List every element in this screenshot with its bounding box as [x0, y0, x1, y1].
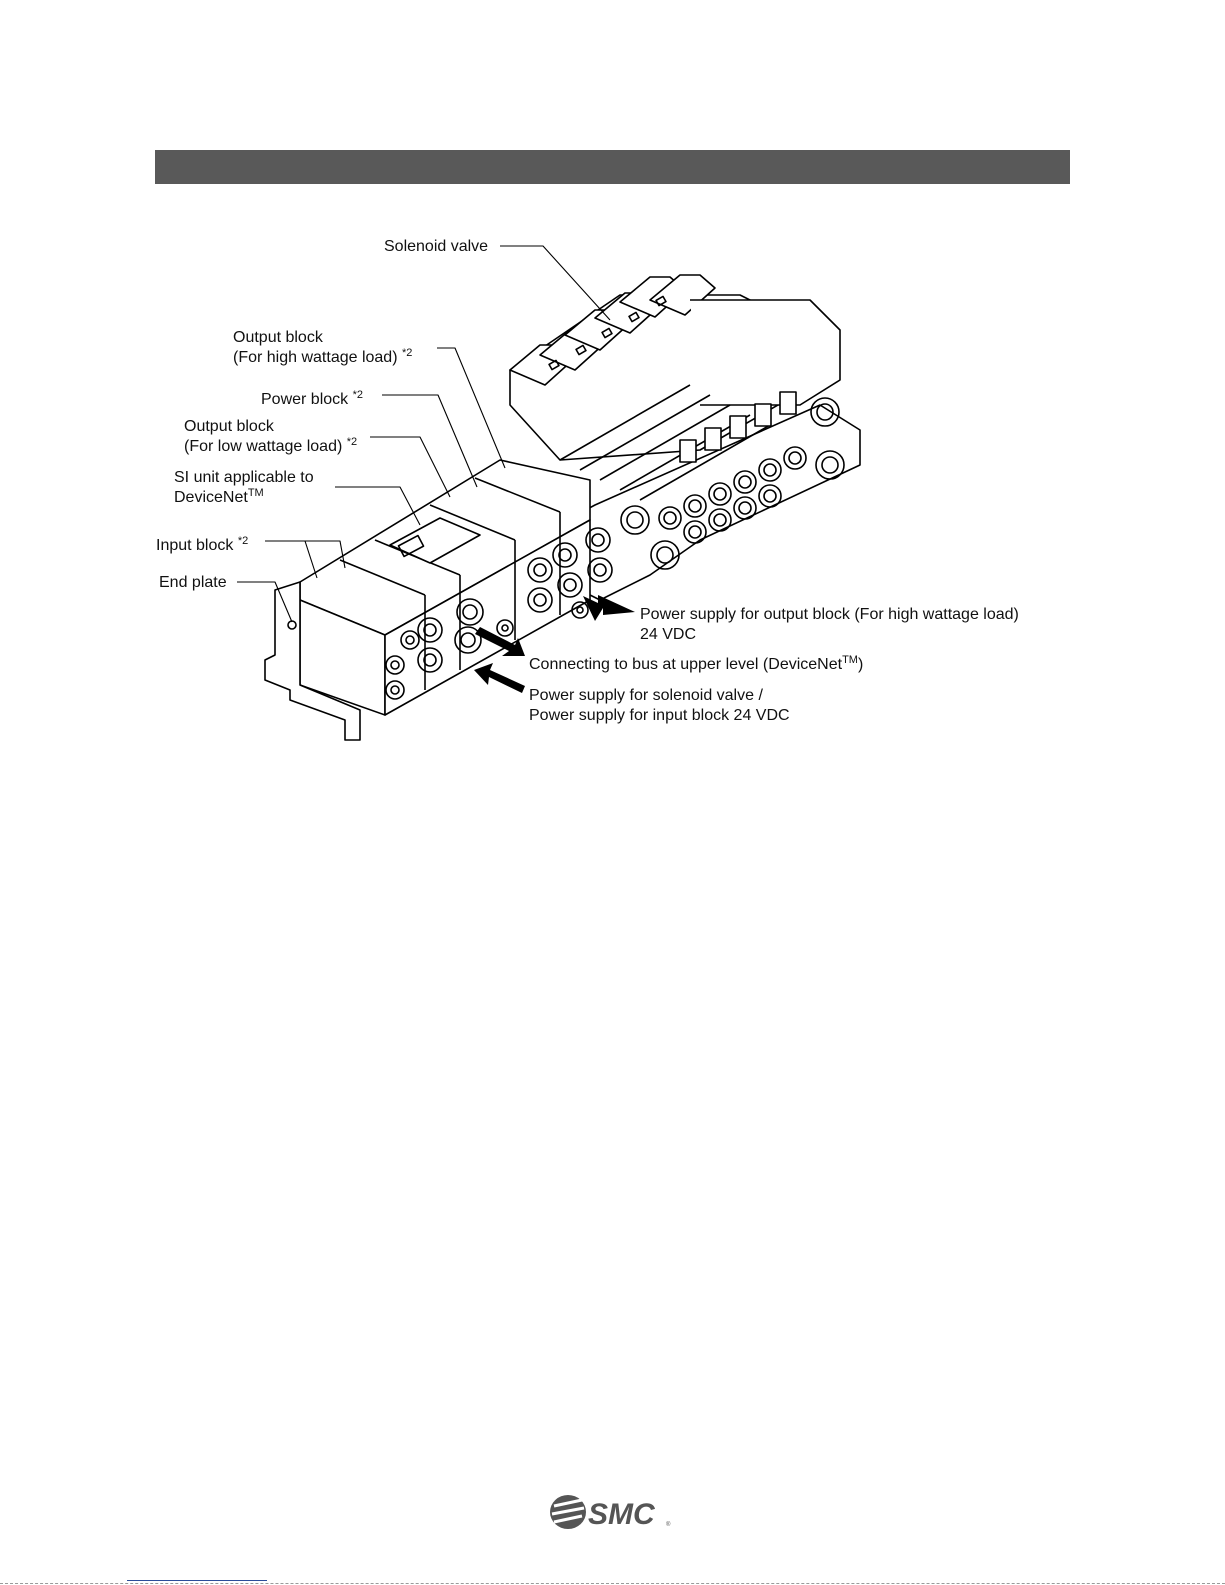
label-power-output-block: Power supply for output block (For high wattage load) 24 VDC	[640, 606, 1019, 643]
svg-text:SMC: SMC	[588, 1498, 655, 1531]
svg-text:®: ®	[666, 1522, 671, 1528]
label-input-block: Input block $^{*2}$	[156, 535, 249, 554]
label-solenoid-valve: Solenoid valve	[384, 238, 489, 255]
footer-link-underline	[127, 1580, 267, 1582]
label-power-block: Power block $^{*2}$	[261, 389, 364, 408]
label-si-unit: SI unit applicable to DeviceNet™	[174, 469, 314, 506]
label-output-block-high: Output block (For high wattage load) $^{*2}$	[233, 329, 413, 366]
page-bottom-dashed-line	[0, 1583, 1225, 1584]
label-end-plate: End plate	[159, 574, 227, 591]
smc-logo	[548, 1490, 678, 1536]
label-output-block-low: Output block (For low wattage load) $^{*2}$	[184, 418, 358, 455]
label-bus-connect: Connecting to bus at upper level (DeviceNet™)	[529, 654, 864, 673]
label-power-solenoid: Power supply for solenoid valve / Power supply for input block 24 VDC	[529, 687, 790, 724]
